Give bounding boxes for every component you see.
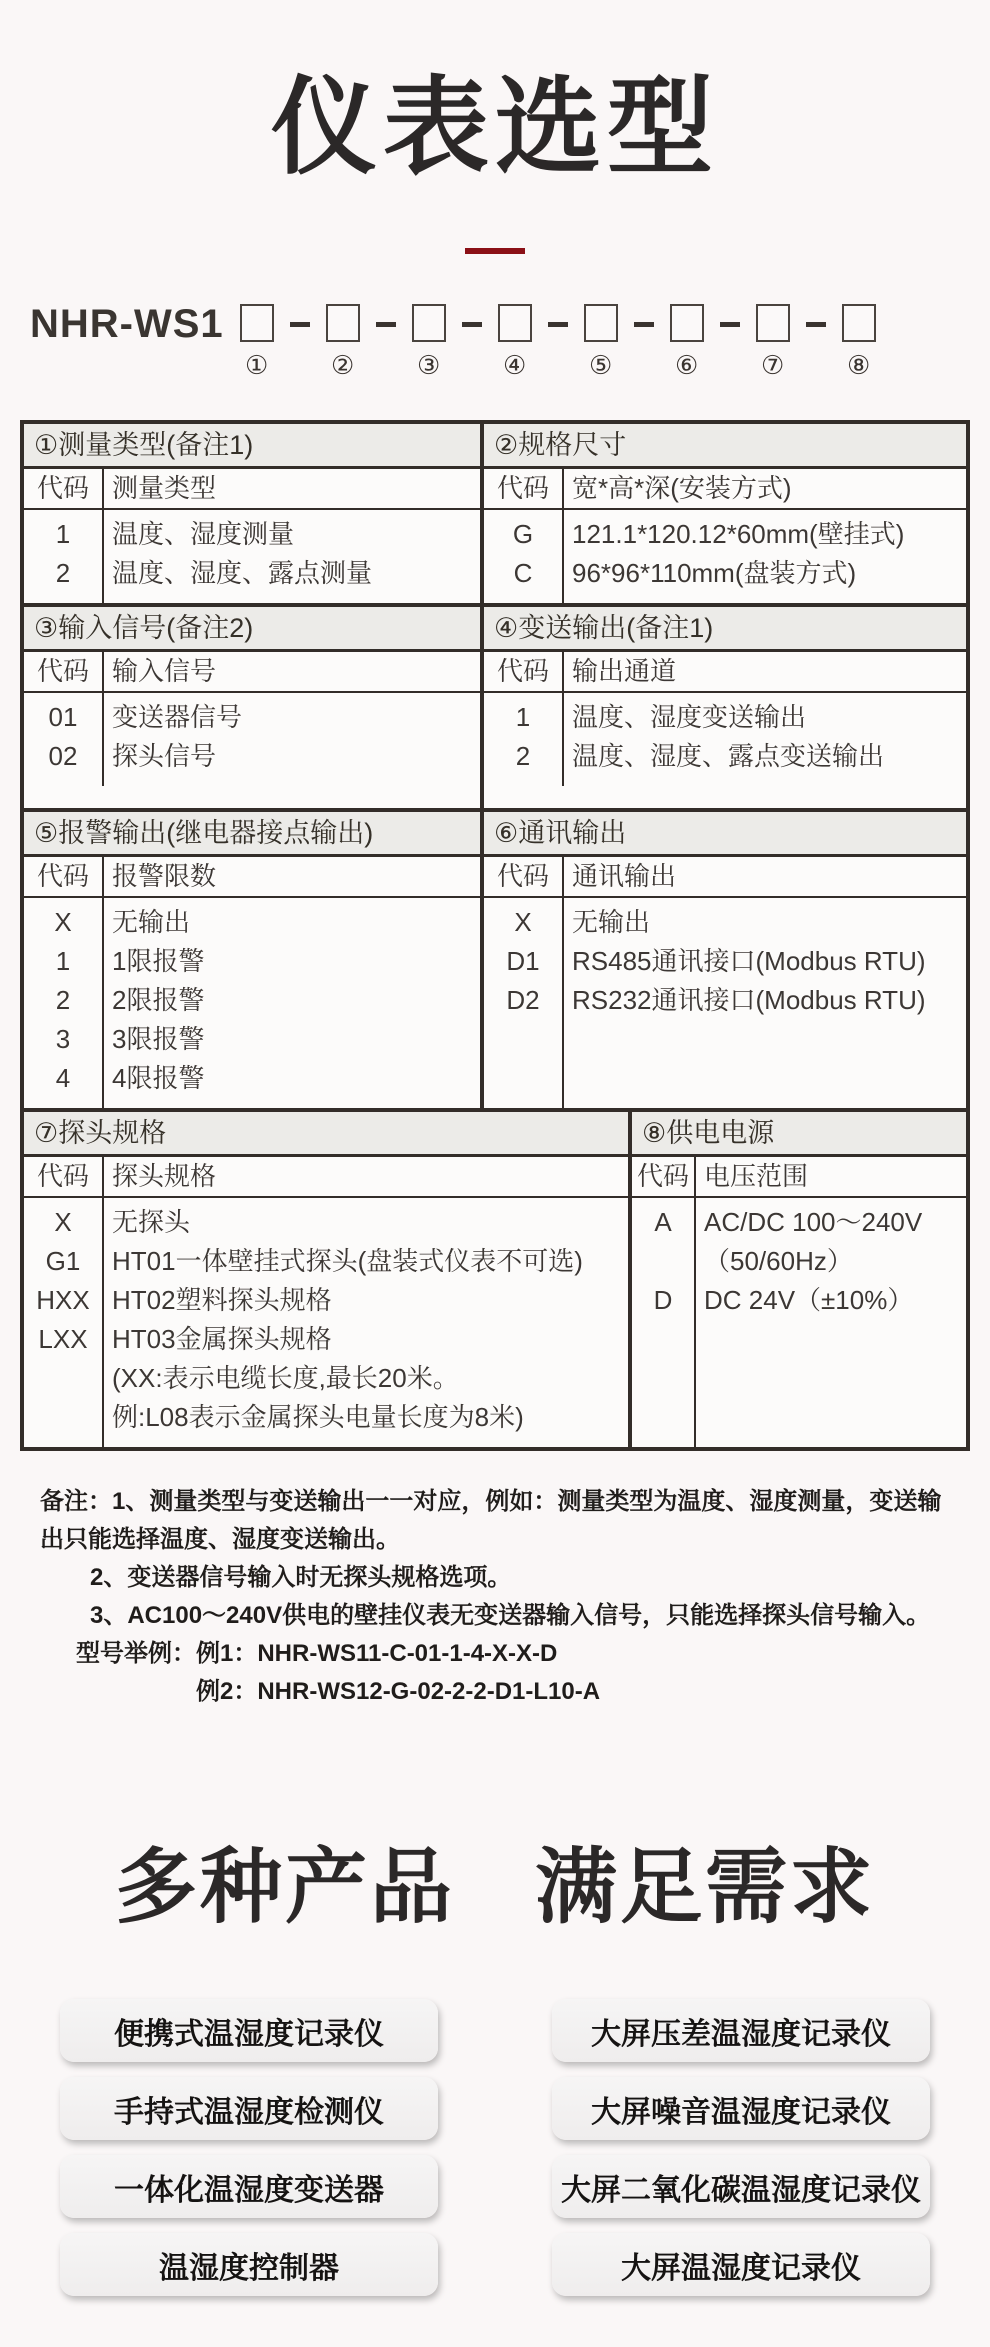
line: 1 [55, 518, 71, 549]
product-button[interactable]: 大屏温湿度记录仪 [552, 2233, 930, 2296]
section-body [484, 510, 966, 603]
values-column [104, 693, 480, 786]
section-header-row [24, 469, 480, 510]
values-column [104, 510, 480, 603]
product-button[interactable]: 手持式温湿度检测仪 [60, 2077, 438, 2140]
model-code-row [30, 301, 990, 390]
table-band-4 [24, 1108, 966, 1447]
section-title: ⑤报警输出(继电器接点输出) [24, 812, 480, 857]
line: 3 [55, 1023, 71, 1054]
code-header: 代码 [484, 857, 564, 896]
code-header: 代码 [632, 1157, 696, 1196]
code-header: 代码 [24, 1157, 104, 1196]
line [24, 1398, 102, 1437]
line: 无输出 [572, 906, 651, 937]
model-unit [532, 304, 618, 380]
table-band-2 [24, 603, 966, 808]
line: 无探头 [112, 1206, 191, 1237]
line: C [513, 557, 533, 588]
dash-separator [290, 322, 310, 327]
section-header-row [24, 1157, 628, 1198]
model-box-2 [326, 304, 360, 342]
line: AC/DC 100～240V [704, 1206, 923, 1237]
codes-column [632, 1198, 696, 1447]
line: HT01一体壁挂式探头(盘装式仪表不可选) [112, 1245, 583, 1276]
product-button[interactable]: 一体化温湿度变送器 [60, 2155, 438, 2218]
line: 2 [55, 557, 71, 588]
product-button[interactable]: 大屏二氧化碳温湿度记录仪 [552, 2155, 930, 2218]
model-unit [446, 304, 532, 380]
product-button[interactable]: 温湿度控制器 [60, 2233, 438, 2296]
product-button[interactable]: 大屏压差温湿度记录仪 [552, 1999, 930, 2062]
model-position-number: ③ [417, 349, 441, 380]
line: X [54, 906, 72, 937]
model-box-5 [584, 304, 618, 342]
section-header-row [484, 652, 966, 693]
codes-column [484, 510, 564, 603]
model-position-number: ⑥ [675, 349, 699, 380]
section-input-signal [24, 607, 484, 808]
values-column [564, 693, 966, 786]
product-button[interactable]: 大屏噪音温湿度记录仪 [552, 2077, 930, 2140]
line: 01 [48, 701, 78, 732]
line: 3限报警 [112, 1023, 205, 1054]
line: 02 [48, 740, 78, 771]
model-unit [704, 304, 790, 380]
products-heading-right: 满足需求 [535, 1841, 876, 1933]
dash-separator [806, 322, 826, 327]
model-unit [360, 304, 446, 380]
line: HT02塑料探头规格 [112, 1284, 332, 1315]
line: 1限报警 [112, 945, 205, 976]
model-position-number: ④ [503, 349, 527, 380]
line: 96*96*110mm(盘装方式) [572, 557, 857, 588]
line: G [512, 518, 534, 549]
line: 2 [55, 984, 71, 1015]
section-body [484, 693, 966, 808]
table-band-3 [24, 808, 966, 1108]
line: D2 [506, 984, 540, 1015]
codes-column [484, 898, 564, 1108]
values-column [564, 898, 966, 1108]
dash-separator [720, 322, 740, 327]
value-header: 输出通道 [572, 655, 677, 686]
line: HXX [36, 1284, 90, 1315]
section-header-row [24, 857, 480, 898]
line: D1 [506, 945, 540, 976]
line: 温度、湿度变送输出 [572, 701, 807, 732]
line: 温度、湿度、露点测量 [112, 557, 373, 588]
values-column [696, 1198, 966, 1447]
line: 温度、湿度测量 [112, 518, 295, 549]
section-title: ⑧供电电源 [632, 1112, 966, 1157]
title-accent-bar [465, 248, 525, 254]
model-position-number: ① [245, 349, 269, 380]
model-example-1: 例1：NHR-WS11-C-01-1-4-X-X-D [196, 1639, 558, 1667]
values-column [564, 510, 966, 603]
line: RS485通讯接口(Modbus RTU) [572, 945, 926, 976]
line: X [514, 906, 532, 937]
model-example-row [76, 1635, 956, 1673]
products-heading [0, 1843, 990, 1933]
line: 变送器信号 [112, 701, 243, 732]
line: 4 [55, 1062, 71, 1093]
line: （50/60Hz） [704, 1245, 853, 1276]
line: D [653, 1284, 673, 1315]
code-header: 代码 [484, 469, 564, 508]
code-header: 代码 [24, 469, 104, 508]
line: 4限报警 [112, 1062, 205, 1093]
line: DC 24V（±10%） [704, 1284, 914, 1315]
section-probe-spec [24, 1112, 632, 1447]
table-band-1 [24, 424, 966, 603]
codes-column [24, 898, 104, 1108]
products-heading-left: 多种产品 [114, 1841, 455, 1933]
section-header-row [632, 1157, 966, 1198]
note-2: 2、变送器信号输入时无探头规格选项。 [90, 1563, 512, 1591]
model-unit [790, 304, 876, 380]
section-title: ④变送输出(备注1) [484, 607, 966, 652]
section-body [484, 898, 966, 1108]
dash-separator [634, 322, 654, 327]
section-body [632, 1198, 966, 1447]
line [24, 1359, 102, 1398]
model-position-number: ⑧ [847, 349, 871, 380]
section-power-supply [632, 1112, 966, 1447]
value-header: 电压范围 [704, 1160, 809, 1191]
section-title: ①测量类型(备注1) [24, 424, 480, 469]
product-column-left [60, 1999, 438, 2296]
section-header-row [24, 652, 480, 693]
model-sequence [240, 304, 876, 380]
model-box-3 [412, 304, 446, 342]
section-alarm-output [24, 812, 484, 1108]
model-position-number: ⑤ [589, 349, 613, 380]
model-position-number: ② [331, 349, 355, 380]
section-title: ③输入信号(备注2) [24, 607, 480, 652]
section-title: ②规格尺寸 [484, 424, 966, 469]
line: (XX:表示电缆长度,最长20米。 [112, 1362, 459, 1393]
code-header: 代码 [24, 857, 104, 896]
section-dimensions [484, 424, 966, 603]
line: 1 [515, 701, 531, 732]
line: 121.1*120.12*60mm(壁挂式) [572, 518, 905, 549]
dash-separator [462, 322, 482, 327]
selection-table [20, 420, 970, 1451]
model-prefix: NHR-WS1 [30, 301, 224, 346]
section-title: ⑥通讯输出 [484, 812, 966, 857]
value-header: 探头规格 [112, 1160, 217, 1191]
line: 2 [515, 740, 531, 771]
code-header: 代码 [484, 652, 564, 691]
model-unit [240, 304, 274, 380]
model-position-number: ⑦ [761, 349, 785, 380]
line: A [654, 1206, 672, 1237]
notes-block [40, 1483, 956, 1711]
model-unit [274, 304, 360, 380]
line: 温度、湿度、露点变送输出 [572, 740, 885, 771]
line [632, 1242, 694, 1281]
values-column [104, 1198, 628, 1447]
product-button-area [60, 1999, 930, 2296]
value-header: 通讯输出 [572, 860, 677, 891]
line: 无输出 [112, 906, 191, 937]
section-body [24, 693, 480, 808]
codes-column [484, 693, 564, 786]
values-column [104, 898, 480, 1108]
value-header: 宽*高*深(安装方式) [572, 472, 792, 503]
section-comm-output [484, 812, 966, 1108]
line: 1 [55, 945, 71, 976]
product-column-right [552, 1999, 930, 2296]
line: 探头信号 [112, 740, 217, 771]
model-box-6 [670, 304, 704, 342]
section-header-row [484, 857, 966, 898]
line: RS232通讯接口(Modbus RTU) [572, 984, 926, 1015]
line: LXX [38, 1323, 88, 1354]
model-box-1 [240, 304, 274, 342]
section-header-row [484, 469, 966, 510]
line: 2限报警 [112, 984, 205, 1015]
section-transmit-output [484, 607, 966, 808]
note-1: 备注：1、测量类型与变送输出一一对应，例如：测量类型为温度、湿度测量，变送输出只能选择温度、湿度变送输出。 [40, 1487, 942, 1553]
codes-column [24, 1198, 104, 1447]
line: 例:L08表示金属探头电量长度为8米) [112, 1401, 524, 1432]
section-body [24, 510, 480, 603]
section-body [24, 1198, 628, 1447]
code-header: 代码 [24, 652, 104, 691]
model-box-7 [756, 304, 790, 342]
codes-column [24, 510, 104, 603]
page-title: 仪表选型 [271, 69, 719, 187]
codes-column [24, 693, 104, 786]
note-3: 3、AC100～240V供电的壁挂仪表无变送器输入信号，只能选择探头信号输入。 [90, 1601, 931, 1629]
model-box-4 [498, 304, 532, 342]
line: X [54, 1206, 72, 1237]
section-measure-type [24, 424, 484, 603]
value-header: 报警限数 [112, 860, 217, 891]
dash-separator [548, 322, 568, 327]
value-header: 测量类型 [112, 472, 217, 503]
dash-separator [376, 322, 396, 327]
model-example-2: 例2：NHR-WS12-G-02-2-2-D1-L10-A [196, 1677, 601, 1705]
line: HT03金属探头规格 [112, 1323, 332, 1354]
model-example-label: 型号举例： [76, 1639, 196, 1667]
section-body [24, 898, 480, 1108]
model-box-8 [842, 304, 876, 342]
model-unit [618, 304, 704, 380]
line: G1 [45, 1245, 81, 1276]
value-header: 输入信号 [112, 655, 217, 686]
product-button[interactable]: 便携式温湿度记录仪 [60, 1999, 438, 2062]
section-title: ⑦探头规格 [24, 1112, 628, 1157]
